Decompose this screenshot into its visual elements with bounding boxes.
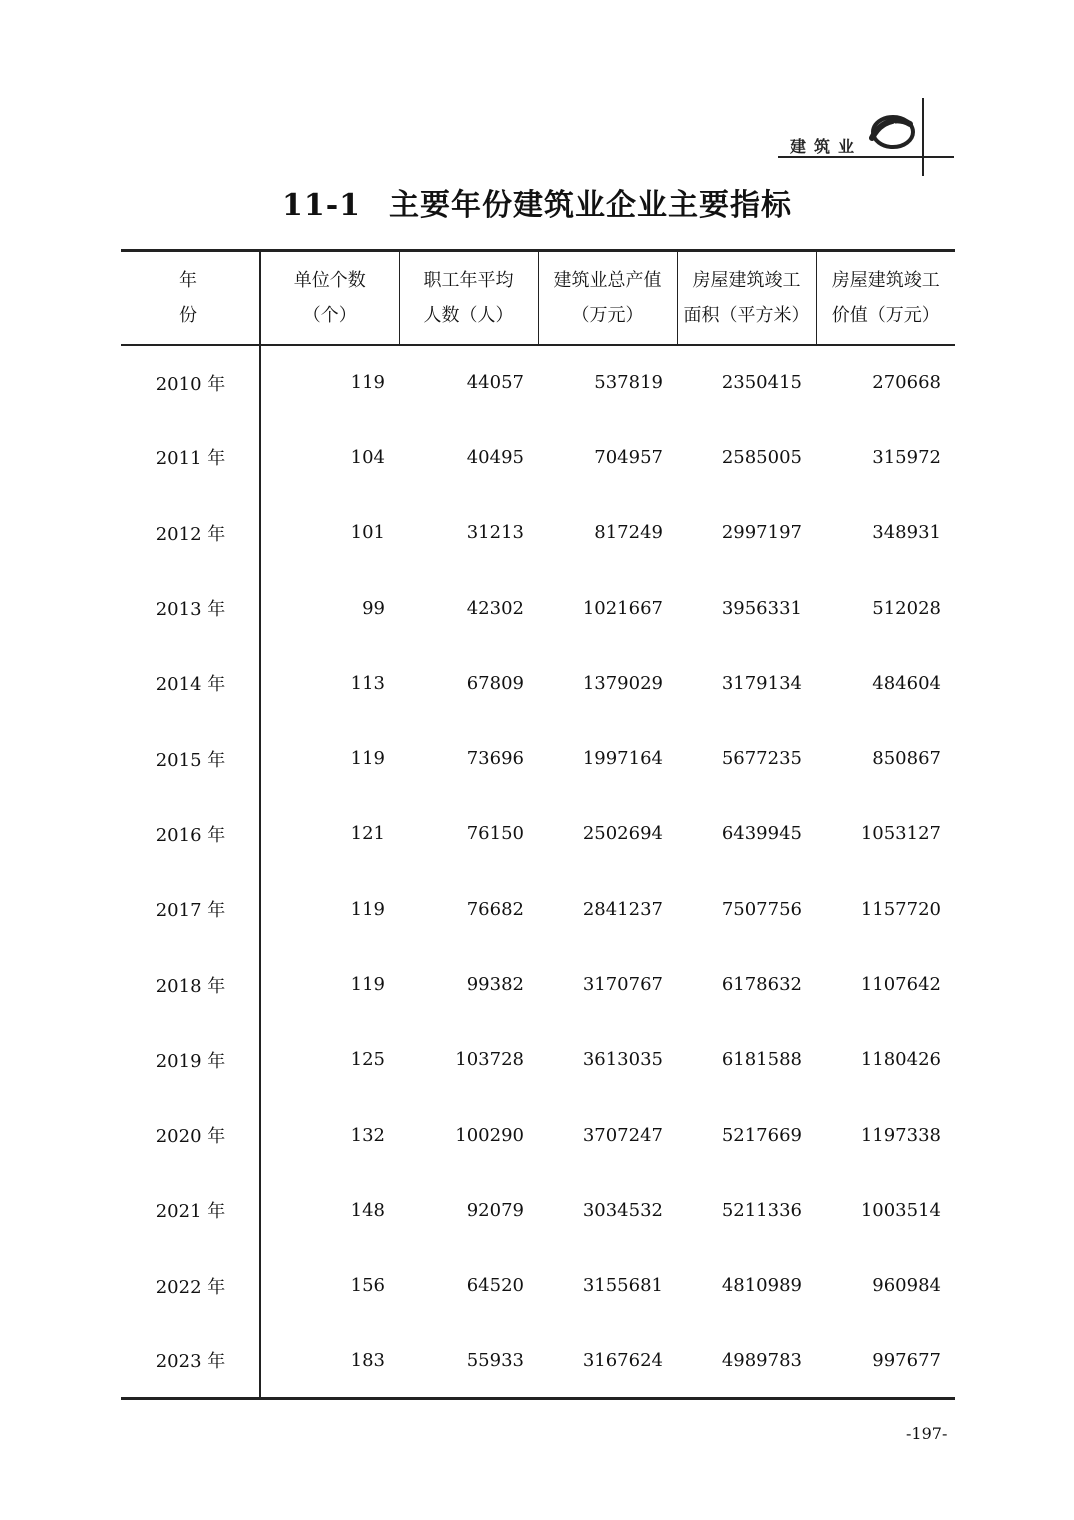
value-cell: 1003514 (860, 1199, 941, 1221)
value-cell: 132 (350, 1124, 385, 1146)
value-cell: 5677235 (721, 748, 802, 770)
value-cell: 2350415 (721, 372, 802, 394)
column-header (816, 251, 955, 345)
value-cell: 1053127 (860, 823, 941, 845)
value-cell: 4810989 (721, 1275, 802, 1297)
value-cell: 1157720 (860, 898, 941, 920)
value-cell: 2585005 (721, 446, 802, 468)
value-cell: 73696 (466, 748, 524, 770)
year-cell: 2022 年 (121, 1248, 260, 1323)
value-cell: 92079 (466, 1199, 524, 1221)
year-cell: 2014 年 (121, 646, 260, 721)
column-header-line2: （个） (302, 304, 357, 326)
year-cell: 2021 年 (121, 1173, 260, 1248)
table-row (121, 646, 955, 721)
table-row (121, 1248, 955, 1323)
value-cell: 1379029 (582, 672, 663, 694)
table-row (121, 495, 955, 570)
value-cell: 1180426 (860, 1049, 941, 1071)
column-header (260, 251, 399, 345)
column-header-line2: 人数（人） (423, 304, 514, 326)
column-header-line2: 面积（平方米） (683, 304, 810, 326)
table-row (121, 1022, 955, 1097)
value-cell: 2997197 (721, 522, 802, 544)
table-row (121, 420, 955, 495)
column-header-line1: 单位个数 (293, 269, 366, 291)
value-cell: 121 (350, 823, 385, 845)
value-cell: 850867 (872, 748, 941, 770)
value-cell: 3170767 (582, 974, 663, 996)
column-header (399, 251, 538, 345)
value-cell: 119 (350, 974, 385, 996)
value-cell: 5211336 (721, 1199, 802, 1221)
table-row (121, 947, 955, 1022)
table-row (121, 1323, 955, 1398)
value-cell: 183 (260, 1323, 399, 1398)
table-row (121, 721, 955, 796)
table-number: 11-1 (281, 188, 362, 223)
year-cell: 2019 年 (121, 1022, 260, 1097)
page-title (0, 180, 1074, 224)
value-cell: 104 (350, 446, 385, 468)
value-cell: 960984 (872, 1275, 941, 1297)
value-cell: 76682 (466, 898, 524, 920)
value-cell: 704957 (594, 446, 663, 468)
value-cell: 99 (362, 597, 385, 619)
value-cell: 7507756 (721, 898, 802, 920)
year-cell: 2015 年 (121, 721, 260, 796)
column-header-line2: （万元） (571, 304, 644, 326)
value-cell: 997677 (816, 1323, 955, 1398)
value-cell: 119 (350, 372, 385, 394)
value-cell: 484604 (872, 672, 941, 694)
value-cell: 3034532 (582, 1199, 663, 1221)
value-cell: 100290 (455, 1124, 524, 1146)
value-cell: 119 (350, 748, 385, 770)
value-cell: 148 (350, 1199, 385, 1221)
value-cell: 348931 (872, 522, 941, 544)
table-header-row (121, 251, 955, 345)
column-header-line1: 建筑业总产值 (553, 269, 662, 291)
table-row (121, 570, 955, 645)
column-header-line1: 房屋建筑竣工 (831, 269, 940, 291)
year-cell: 2011 年 (121, 420, 260, 495)
header-vertical-rule (922, 98, 924, 176)
value-cell: 1197338 (860, 1124, 941, 1146)
table-body (121, 345, 955, 1399)
year-cell: 2010 年 (121, 345, 260, 420)
value-cell: 64520 (466, 1275, 524, 1297)
table-title: 主要年份建筑业企业主要指标 (389, 188, 793, 223)
value-cell: 3179134 (721, 672, 802, 694)
page-number: -197- (906, 1424, 948, 1443)
value-cell: 6181588 (721, 1049, 802, 1071)
value-cell: 1021667 (582, 597, 663, 619)
value-cell: 99382 (466, 974, 524, 996)
swirl-logo-icon (866, 112, 916, 152)
value-cell: 125 (350, 1049, 385, 1071)
table-row (121, 796, 955, 871)
value-cell: 119 (350, 898, 385, 920)
value-cell: 3956331 (721, 597, 802, 619)
column-header (677, 251, 816, 345)
value-cell: 2841237 (582, 898, 663, 920)
column-header-line1: 年 份 (179, 269, 223, 326)
value-cell: 76150 (466, 823, 524, 845)
value-cell: 42302 (466, 597, 524, 619)
table-row (121, 345, 955, 420)
value-cell: 270668 (872, 372, 941, 394)
year-cell: 2012 年 (121, 495, 260, 570)
column-header (121, 251, 260, 345)
column-header-line1: 职工年平均 (423, 269, 514, 291)
value-cell: 3155681 (582, 1275, 663, 1297)
value-cell: 55933 (399, 1323, 538, 1398)
value-cell: 1997164 (582, 748, 663, 770)
value-cell: 1107642 (860, 974, 941, 996)
column-header (538, 251, 677, 345)
value-cell: 2502694 (582, 823, 663, 845)
year-cell: 2018 年 (121, 947, 260, 1022)
table-row (121, 1097, 955, 1172)
value-cell: 315972 (872, 446, 941, 468)
value-cell: 31213 (466, 522, 524, 544)
year-cell: 2023 年 (121, 1323, 260, 1398)
value-cell: 103728 (455, 1049, 524, 1071)
value-cell: 512028 (872, 597, 941, 619)
value-cell: 537819 (594, 372, 663, 394)
value-cell: 44057 (466, 372, 524, 394)
value-cell: 67809 (466, 672, 524, 694)
year-cell: 2020 年 (121, 1097, 260, 1172)
value-cell: 3613035 (582, 1049, 663, 1071)
value-cell: 6178632 (721, 974, 802, 996)
value-cell: 156 (350, 1275, 385, 1297)
year-cell: 2016 年 (121, 796, 260, 871)
page-header (0, 0, 1074, 190)
year-cell: 2017 年 (121, 872, 260, 947)
value-cell: 6439945 (721, 823, 802, 845)
value-cell: 817249 (594, 522, 663, 544)
table-row (121, 1173, 955, 1248)
year-cell: 2013 年 (121, 570, 260, 645)
column-header-line1: 房屋建筑竣工 (692, 269, 801, 291)
value-cell: 4989783 (677, 1323, 816, 1398)
value-cell: 5217669 (721, 1124, 802, 1146)
indicators-table (121, 249, 955, 1400)
section-label: 建筑业 (790, 137, 863, 156)
table-row (121, 872, 955, 947)
value-cell: 3707247 (582, 1124, 663, 1146)
column-header-line2: 价值（万元） (831, 304, 940, 326)
value-cell: 3167624 (538, 1323, 677, 1398)
value-cell: 101 (350, 522, 385, 544)
value-cell: 113 (350, 672, 385, 694)
value-cell: 40495 (466, 446, 524, 468)
